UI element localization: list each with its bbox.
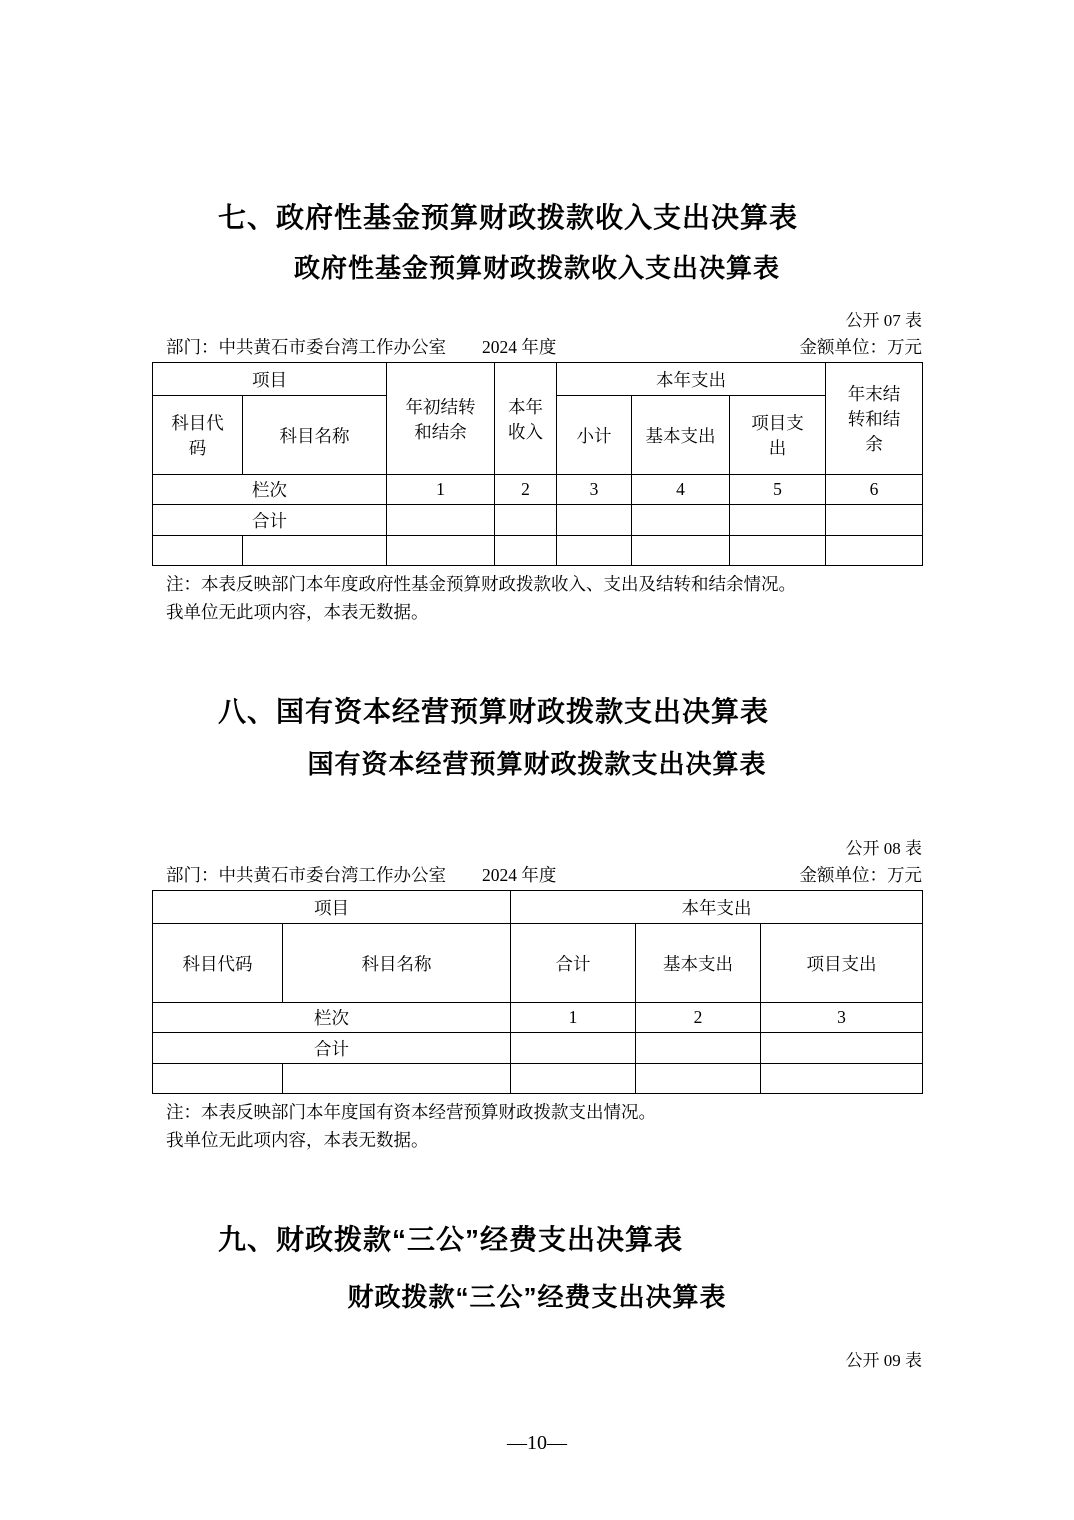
section-9-table-title: 财政拨款“三公”经费支出决算表 xyxy=(347,1282,727,1312)
empty-cell xyxy=(511,1033,636,1064)
empty-cell xyxy=(557,536,632,566)
empty-cell xyxy=(730,505,826,536)
empty-cell xyxy=(153,536,243,566)
header-project: 项目 xyxy=(153,363,387,396)
lanci-value: 3 xyxy=(761,1003,923,1033)
header-subtotal: 小计 xyxy=(557,396,632,475)
lanci-value: 3 xyxy=(557,475,632,505)
page-number: —10— xyxy=(507,1432,567,1454)
header-basic-expense: 基本支出 xyxy=(632,396,730,475)
empty-cell xyxy=(632,536,730,566)
header-basic-expense: 基本支出 xyxy=(636,924,761,1003)
section-8-note xyxy=(152,1098,922,1154)
state-capital-budget-table xyxy=(152,890,923,1094)
header-subject-code: 科目代码 xyxy=(153,396,243,475)
header-end-balance: 年末结转和结余 xyxy=(826,363,923,475)
section-7-table-title: 政府性基金预算财政拨款收入支出决算表 xyxy=(293,253,780,283)
empty-cell xyxy=(636,1033,761,1064)
lanci-label: 栏次 xyxy=(153,1003,511,1033)
header-project: 项目 xyxy=(153,891,511,924)
header-year-expense: 本年支出 xyxy=(557,363,826,396)
header-subject-name: 科目名称 xyxy=(283,924,511,1003)
section-7-meta-line xyxy=(152,336,922,358)
section-9-heading: 九、财政拨款“三公”经费支出决算表 xyxy=(218,1224,684,1255)
empty-cell xyxy=(387,536,495,566)
header-project-expense: 项目支出 xyxy=(730,396,826,475)
empty-cell xyxy=(387,505,495,536)
note-line-1: 注：本表反映部门本年度政府性基金预算财政拨款收入、支出及结转和结余情况。 xyxy=(166,574,796,594)
header-subject-name: 科目名称 xyxy=(243,396,387,475)
lanci-value: 1 xyxy=(511,1003,636,1033)
empty-cell xyxy=(632,505,730,536)
lanci-value: 1 xyxy=(387,475,495,505)
header-year-expense: 本年支出 xyxy=(511,891,923,924)
empty-cell xyxy=(495,505,557,536)
gov-fund-budget-table xyxy=(152,362,923,566)
empty-cell xyxy=(283,1064,511,1094)
fiscal-year: 2024 年度 xyxy=(482,865,557,885)
lanci-label: 栏次 xyxy=(153,475,387,505)
empty-cell xyxy=(557,505,632,536)
lanci-value: 4 xyxy=(632,475,730,505)
empty-cell xyxy=(761,1064,923,1094)
note-line-2: 我单位无此项内容，本表无数据。 xyxy=(166,602,429,622)
header-begin-balance: 年初结转和结余 xyxy=(387,363,495,475)
amount-unit: 金额单位：万元 xyxy=(799,865,922,885)
empty-cell xyxy=(636,1064,761,1094)
amount-unit: 金额单位：万元 xyxy=(799,337,922,357)
document-content xyxy=(152,203,922,1454)
total-label: 合计 xyxy=(153,505,387,536)
fiscal-year: 2024 年度 xyxy=(482,337,557,357)
section-9-public-table-code: 公开 09 表 xyxy=(845,1351,922,1370)
section-7-heading: 七、政府性基金预算财政拨款收入支出决算表 xyxy=(218,202,799,233)
department-name: 部门：中共黄石市委台湾工作办公室 xyxy=(166,337,446,357)
department-name: 部门：中共黄石市委台湾工作办公室 xyxy=(166,865,446,885)
header-project-expense: 项目支出 xyxy=(761,924,923,1003)
section-8-table-title: 国有资本经营预算财政拨款支出决算表 xyxy=(307,749,767,779)
header-subject-code: 科目代码 xyxy=(153,924,283,1003)
section-7-public-table-code: 公开 07 表 xyxy=(845,311,922,330)
empty-cell xyxy=(495,536,557,566)
section-8-heading: 八、国有资本经营预算财政拨款支出决算表 xyxy=(218,696,770,727)
section-8-public-table-code: 公开 08 表 xyxy=(845,839,922,858)
empty-cell xyxy=(730,536,826,566)
note-line-2: 我单位无此项内容，本表无数据。 xyxy=(166,1130,429,1150)
header-total: 合计 xyxy=(511,924,636,1003)
lanci-value: 2 xyxy=(636,1003,761,1033)
empty-cell xyxy=(761,1033,923,1064)
empty-cell xyxy=(153,1064,283,1094)
note-line-1: 注：本表反映部门本年度国有资本经营预算财政拨款支出情况。 xyxy=(166,1102,656,1122)
total-label: 合计 xyxy=(153,1033,511,1064)
empty-cell xyxy=(511,1064,636,1094)
empty-cell xyxy=(243,536,387,566)
lanci-value: 5 xyxy=(730,475,826,505)
empty-cell xyxy=(826,536,923,566)
section-8-meta-line xyxy=(152,864,922,886)
lanci-value: 2 xyxy=(495,475,557,505)
lanci-value: 6 xyxy=(826,475,923,505)
empty-cell xyxy=(826,505,923,536)
header-year-income: 本年收入 xyxy=(495,363,557,475)
section-7-note xyxy=(152,570,922,626)
